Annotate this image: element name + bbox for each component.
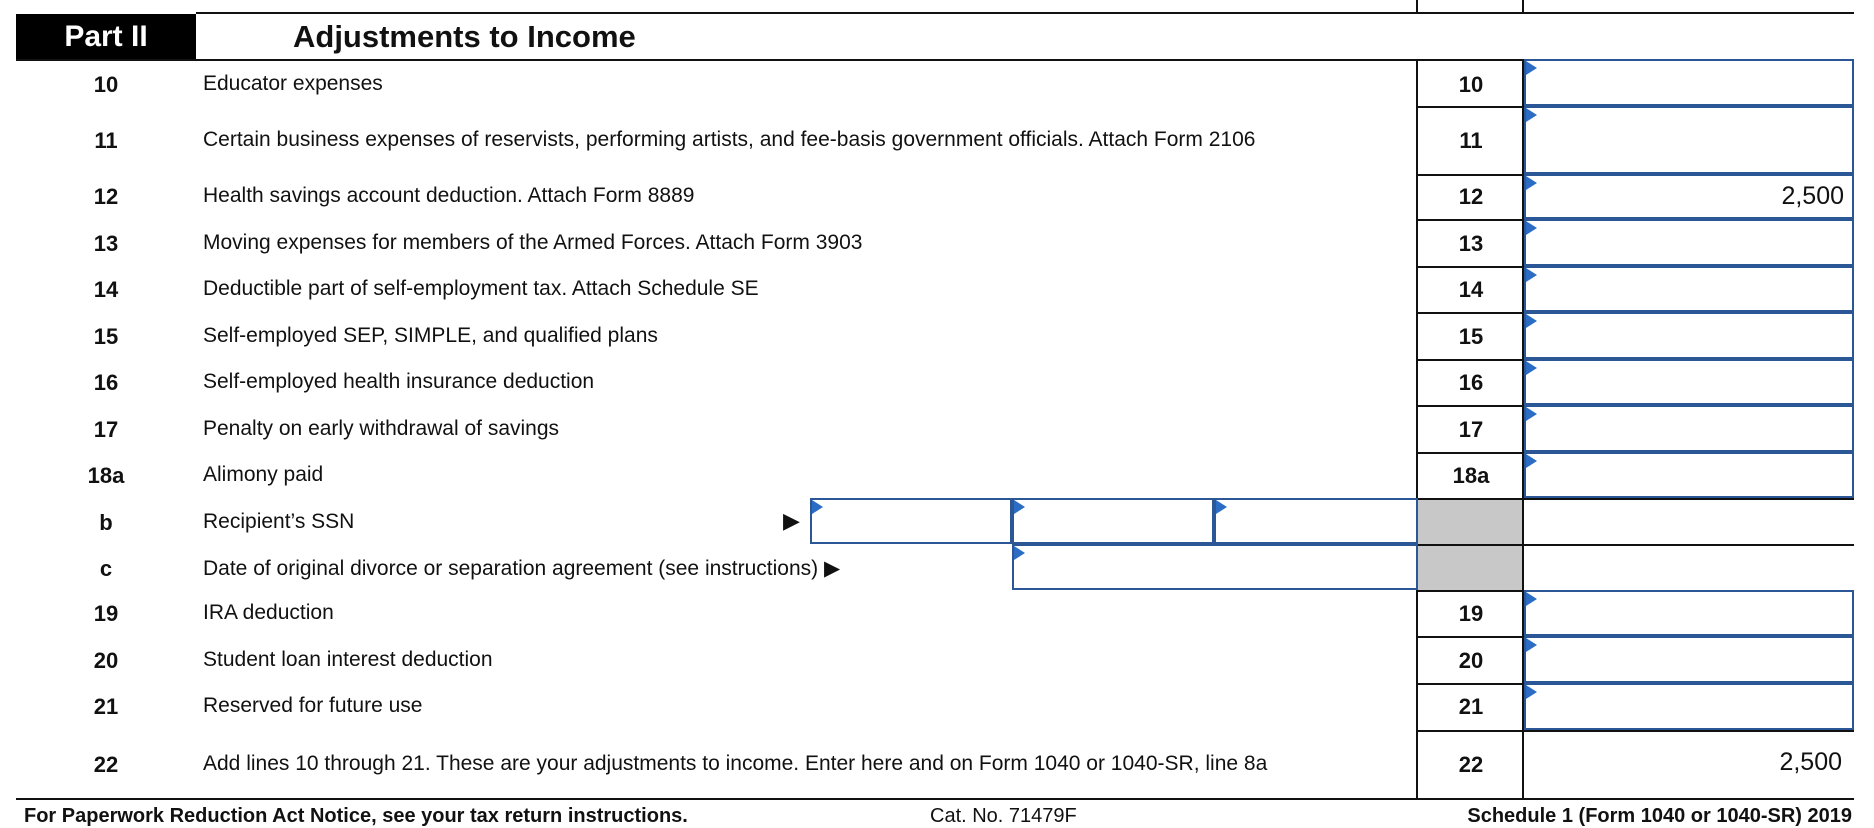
line-number: 20 bbox=[93, 648, 119, 673]
total-adjustments-value: 2,500 bbox=[1779, 748, 1842, 776]
line-12-amount-field[interactable] bbox=[1524, 174, 1854, 219]
line-15-amount-field[interactable] bbox=[1524, 312, 1854, 359]
shaded-cell bbox=[1418, 546, 1522, 590]
line-number: 11 bbox=[94, 128, 118, 153]
line-10-amount-field[interactable] bbox=[1524, 59, 1854, 106]
ssn-part-3-field[interactable] bbox=[1214, 498, 1418, 544]
ssn-part-1-field[interactable] bbox=[810, 498, 1012, 544]
line-description bbox=[203, 556, 840, 581]
line-description: Health savings account deduction. Attach Form 8889 bbox=[203, 184, 695, 207]
part-title: Adjustments to Income bbox=[293, 19, 636, 54]
line-number: b bbox=[99, 510, 113, 535]
line-description-text: Date of original divorce or separation agreement (see instructions) bbox=[203, 557, 819, 580]
line-number: 17 bbox=[93, 417, 119, 442]
line-label: 10 bbox=[1458, 72, 1484, 97]
line-label: 12 bbox=[1458, 184, 1484, 209]
divorce-date-field[interactable] bbox=[1012, 544, 1418, 590]
line-description: Alimony paid bbox=[203, 463, 324, 486]
line-label: 16 bbox=[1458, 370, 1484, 395]
line-label: 13 bbox=[1458, 231, 1484, 256]
line-label: 17 bbox=[1458, 417, 1484, 442]
pointer-arrow-icon: ▶ bbox=[783, 508, 800, 533]
line-number: 19 bbox=[93, 601, 119, 626]
line-21-amount-field[interactable] bbox=[1524, 683, 1854, 730]
line-label: 21 bbox=[1458, 694, 1484, 719]
line-number: c bbox=[99, 556, 113, 581]
line-label: 19 bbox=[1458, 601, 1484, 626]
line-description: Self-employed health insurance deduction bbox=[203, 370, 595, 393]
line-11-amount-field[interactable] bbox=[1524, 106, 1854, 174]
pointer-arrow-icon: ▶ bbox=[824, 557, 841, 580]
line-number: 21 bbox=[93, 694, 119, 719]
line-description: Self-employed SEP, SIMPLE, and qualified plans bbox=[203, 324, 658, 347]
line-18a-amount-field[interactable] bbox=[1524, 452, 1854, 498]
line-description: IRA deduction bbox=[203, 601, 334, 624]
line-description: Deductible part of self-employment tax. Attach Schedule SE bbox=[203, 277, 759, 300]
line-20-amount-field[interactable] bbox=[1524, 636, 1854, 683]
footer-form-title: Schedule 1 (Form 1040 or 1040-SR) 2019 bbox=[1467, 805, 1852, 827]
line-label: 11 bbox=[1459, 128, 1483, 153]
line-description: Educator expenses bbox=[203, 72, 383, 95]
amount-value: 2,500 bbox=[1781, 182, 1844, 210]
line-number: 13 bbox=[93, 231, 119, 256]
line-label: 15 bbox=[1458, 324, 1484, 349]
line-13-amount-field[interactable] bbox=[1524, 219, 1854, 266]
line-number: 18a bbox=[87, 463, 125, 488]
line-number: 12 bbox=[93, 184, 119, 209]
line-description: Certain business expenses of reservists, performing artists, and fee-basis government officials. Attach Form 2106 bbox=[203, 128, 1256, 151]
line-19-amount-field[interactable] bbox=[1524, 590, 1854, 636]
line-number: 15 bbox=[93, 324, 119, 349]
line-label: 22 bbox=[1458, 752, 1484, 777]
line-label: 14 bbox=[1458, 277, 1484, 302]
line-description: Penalty on early withdrawal of savings bbox=[203, 417, 560, 440]
line-description: Reserved for future use bbox=[203, 694, 423, 717]
line-description: Add lines 10 through 21. These are your adjustments to income. Enter here and on Form 1040 or 1040-SR, line 8a bbox=[203, 752, 1268, 775]
line-17-amount-field[interactable] bbox=[1524, 405, 1854, 452]
line-16-amount-field[interactable] bbox=[1524, 359, 1854, 405]
ssn-part-2-field[interactable] bbox=[1012, 498, 1214, 544]
shaded-cell bbox=[1418, 500, 1522, 544]
line-14-amount-field[interactable] bbox=[1524, 266, 1854, 312]
line-description: Student loan interest deduction bbox=[203, 648, 493, 671]
line-number: 22 bbox=[93, 752, 119, 777]
line-number: 14 bbox=[93, 277, 119, 302]
line-description: Recipient’s SSN bbox=[203, 510, 355, 533]
footer-catalog-number: Cat. No. 71479F bbox=[930, 805, 1077, 827]
footer-notice: For Paperwork Reduction Act Notice, see your tax return instructions. bbox=[24, 805, 688, 827]
line-label: 18a bbox=[1452, 463, 1490, 488]
line-label: 20 bbox=[1458, 648, 1484, 673]
line-number: 10 bbox=[93, 72, 119, 97]
line-number: 16 bbox=[93, 370, 119, 395]
line-description: Moving expenses for members of the Armed Forces. Attach Form 3903 bbox=[203, 231, 863, 254]
part-label: Part II bbox=[16, 14, 196, 60]
